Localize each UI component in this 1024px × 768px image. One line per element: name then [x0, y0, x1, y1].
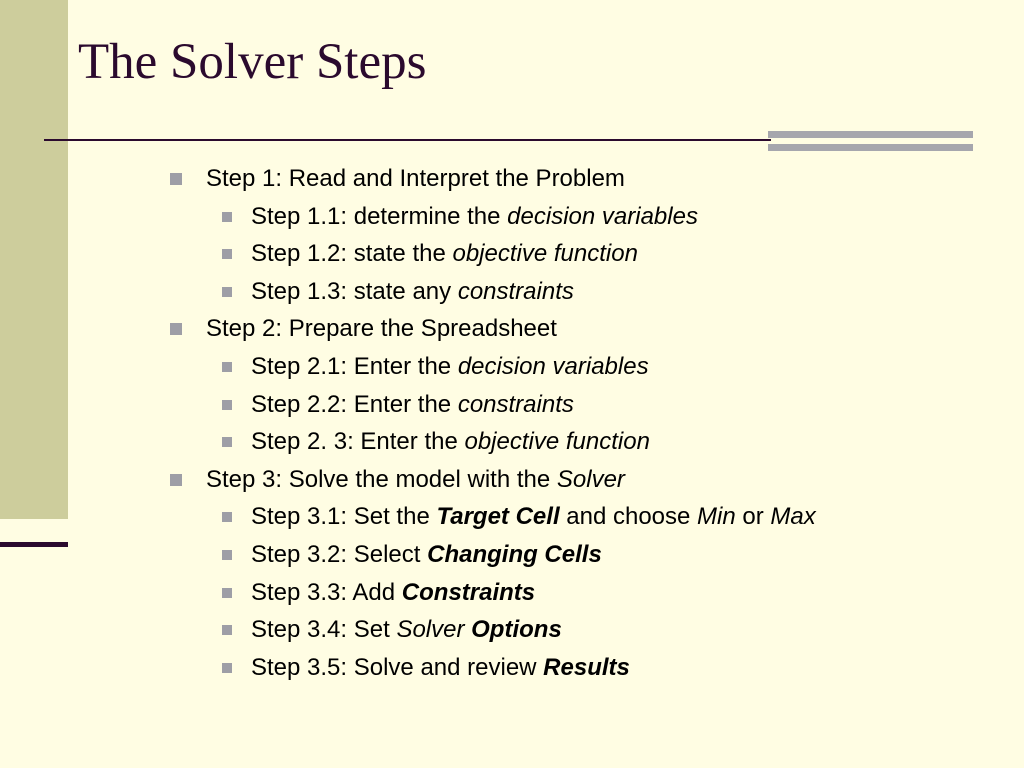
step-emphasis: decision variables — [457, 352, 649, 380]
step-emphasis: decision variables — [507, 202, 698, 230]
step-emphasis: constraints — [457, 277, 574, 305]
step-text: Step 3.3: Add — [251, 578, 402, 606]
substep-item — [170, 235, 970, 273]
step-emphasis: constraints — [457, 390, 574, 418]
step-text: Step 2. 3: Enter the — [251, 428, 465, 456]
square-bullet-icon — [222, 512, 232, 522]
square-bullet-icon — [222, 400, 232, 410]
square-bullet-icon — [222, 550, 232, 560]
substep-item — [170, 273, 970, 311]
step-emphasis: Solver — [556, 465, 625, 493]
step-emphasis-bold: Results — [543, 653, 630, 681]
square-bullet-icon — [222, 287, 232, 297]
step-emphasis: Min — [697, 503, 736, 531]
step-item — [170, 461, 970, 499]
step-emphasis-bold: Changing Cells — [427, 540, 602, 568]
step-text: Step 2.1: Enter the — [251, 352, 458, 380]
step-emphasis: objective function — [464, 428, 650, 456]
step-text: Step 3.2: Select — [251, 540, 428, 568]
side-accent-dash — [0, 542, 68, 547]
square-bullet-icon — [222, 362, 232, 372]
substep-item — [170, 423, 970, 461]
step-text: Step 3.1: Set the — [251, 503, 437, 531]
slide-title: The Solver Steps — [78, 34, 427, 90]
substep-item — [170, 649, 970, 687]
side-accent-band — [0, 0, 68, 519]
step-item — [170, 310, 970, 348]
square-bullet-icon — [222, 249, 232, 259]
square-bullet-icon — [222, 588, 232, 598]
square-bullet-icon — [170, 474, 182, 486]
step-text: and choose — [559, 503, 698, 531]
substep-item — [170, 386, 970, 424]
square-bullet-icon — [222, 625, 232, 635]
step-text: Step 2: Prepare the Spreadsheet — [206, 315, 557, 343]
square-bullet-icon — [222, 663, 232, 673]
decorative-bar-top — [768, 131, 973, 138]
step-text: Step 3.5: Solve and review — [251, 653, 544, 681]
square-bullet-icon — [222, 437, 232, 447]
step-text: Step 3.4: Set — [251, 616, 397, 644]
step-emphasis-bold: Options — [471, 616, 562, 644]
step-text: Step 1.1: determine the — [251, 202, 508, 230]
step-emphasis-bold: Constraints — [401, 578, 536, 606]
step-outline — [170, 160, 970, 686]
substep-item — [170, 348, 970, 386]
step-text: Step 1: Read and Interpret the Problem — [206, 165, 625, 192]
step-emphasis: Max — [770, 503, 816, 531]
substep-item — [170, 574, 970, 612]
square-bullet-icon — [170, 323, 182, 335]
step-text: or — [735, 503, 771, 531]
step-item — [170, 160, 970, 198]
decorative-bars — [768, 131, 973, 152]
step-emphasis: Solver — [396, 616, 465, 644]
substep-item — [170, 611, 970, 649]
step-text: Step 1.3: state any — [251, 277, 458, 305]
step-text: Step 2.2: Enter the — [251, 390, 458, 418]
substep-item — [170, 198, 970, 236]
decorative-bar-bottom — [768, 144, 973, 151]
step-emphasis-bold: Target Cell — [436, 503, 560, 531]
title-underline — [44, 139, 771, 141]
step-emphasis: objective function — [452, 240, 638, 268]
square-bullet-icon — [222, 212, 232, 222]
step-text: Step 1.2: state the — [251, 240, 453, 268]
substep-item — [170, 536, 970, 574]
substep-item — [170, 498, 970, 536]
square-bullet-icon — [170, 173, 182, 185]
step-text: Step 3: Solve the model with the — [206, 465, 557, 493]
